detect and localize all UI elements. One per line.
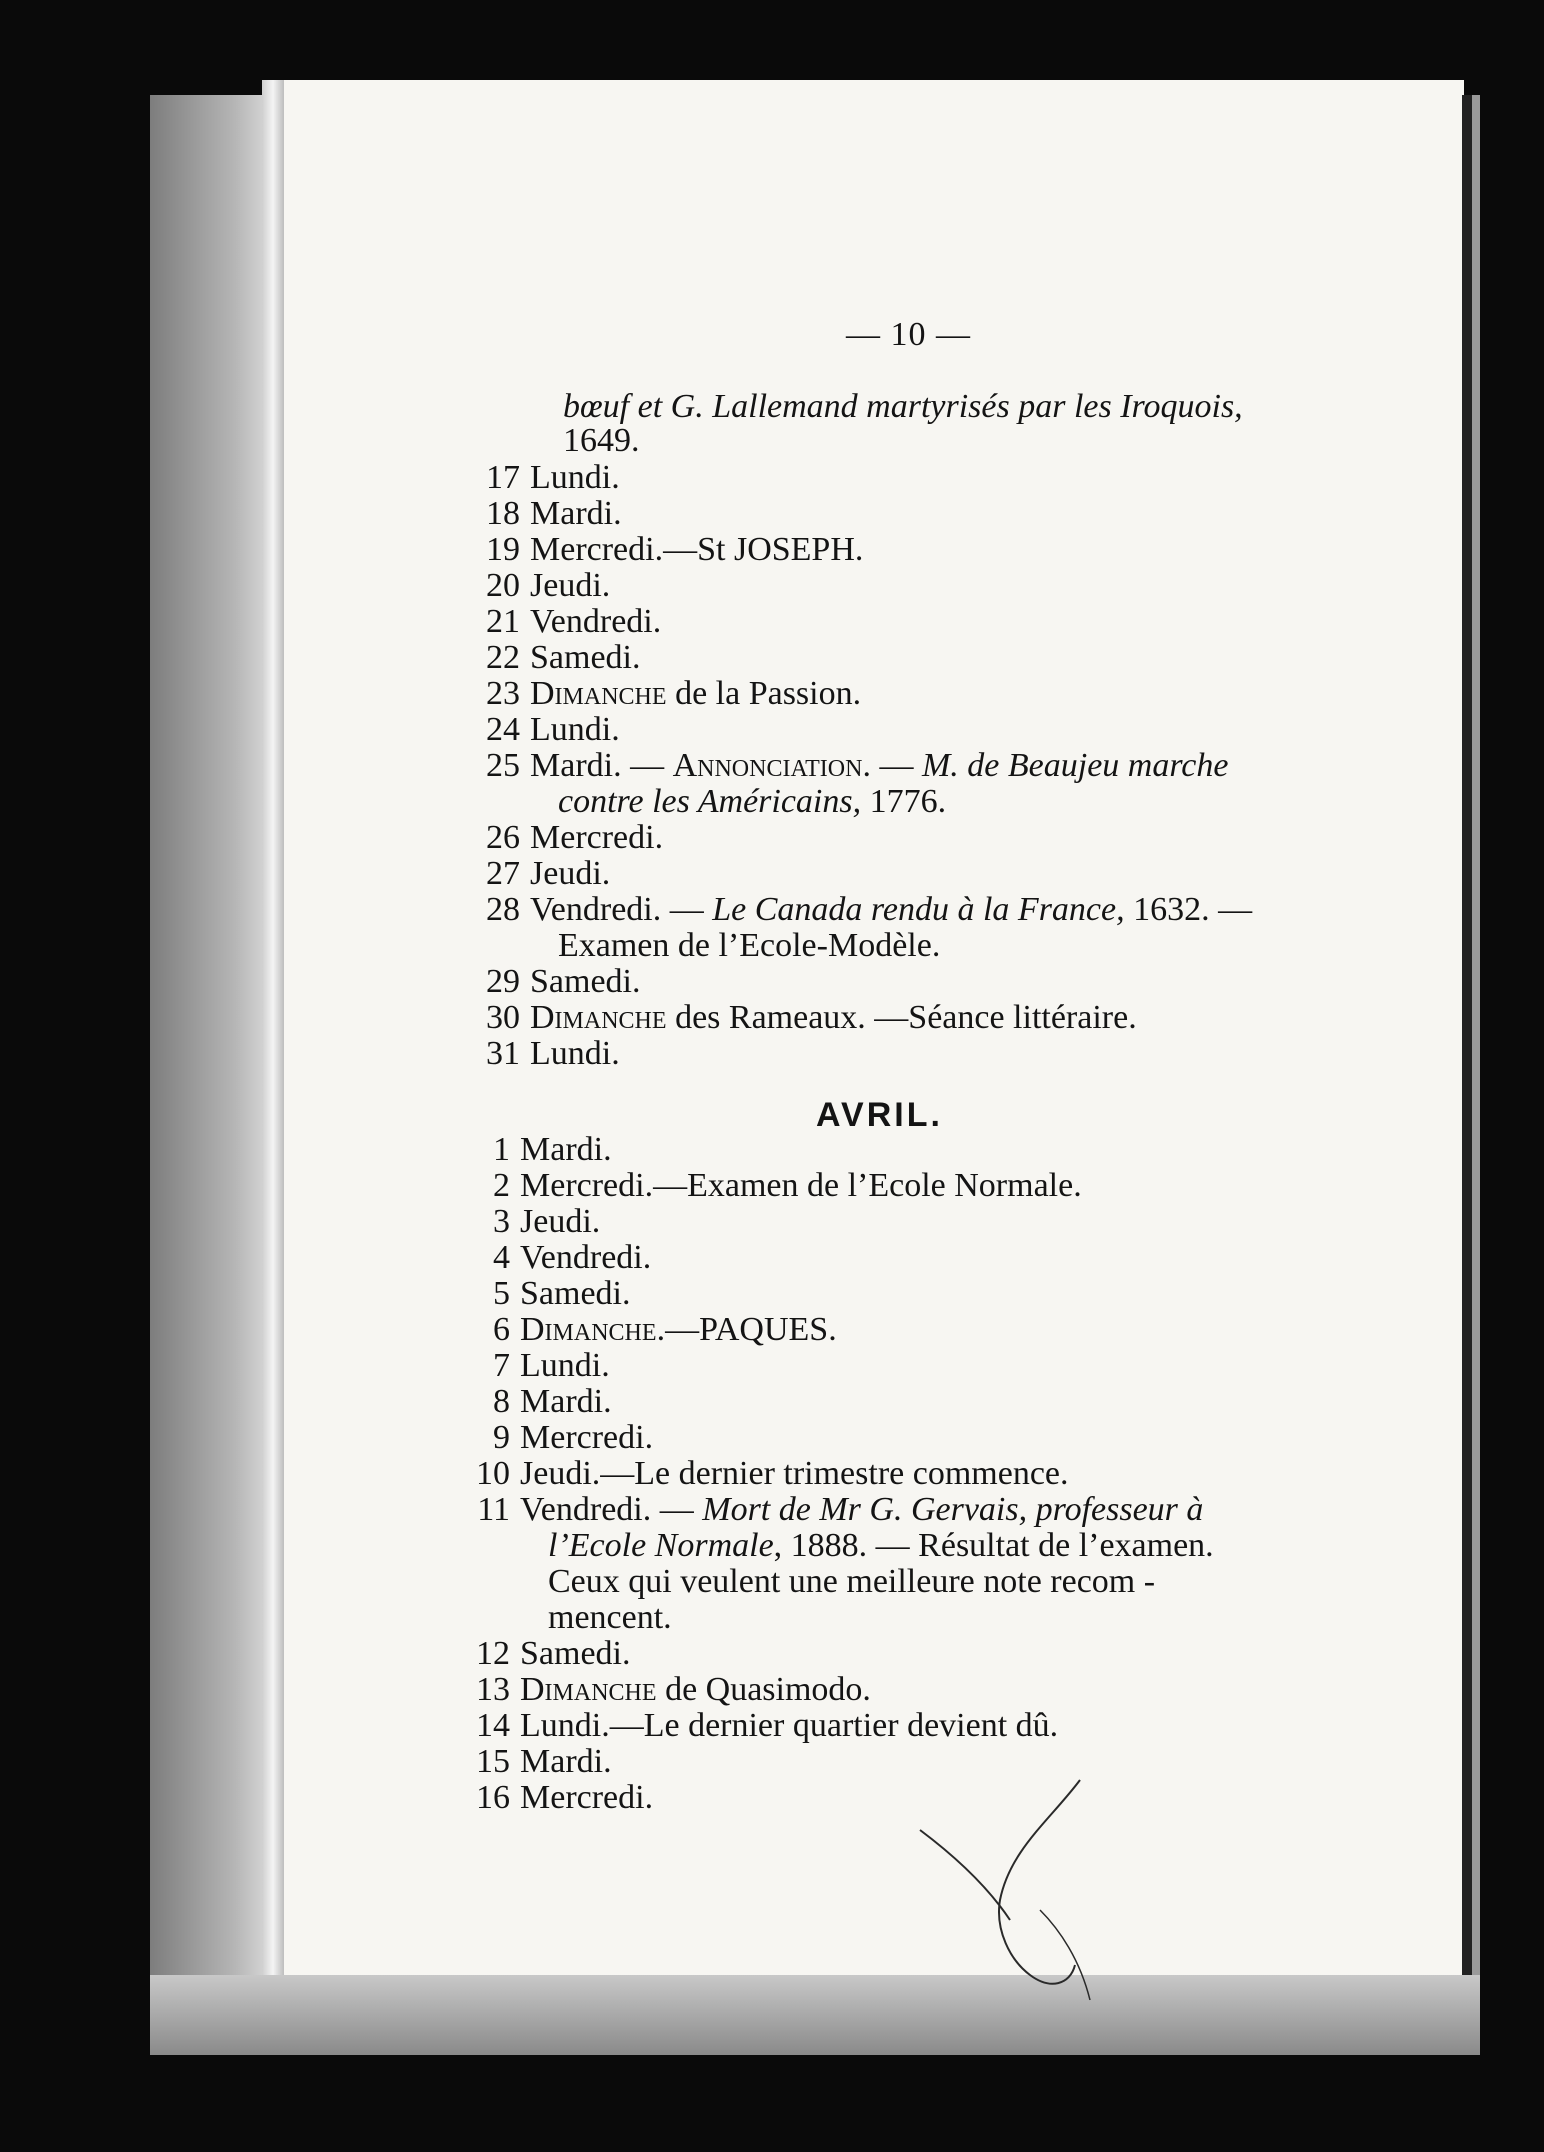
facing-page-edge [150, 95, 270, 2055]
day-name: Dimanche [530, 675, 667, 712]
day-number: 18 [486, 495, 520, 532]
day-number: 28 [486, 891, 520, 928]
continued-entry-line: mencent. [548, 1599, 672, 1636]
continued-entry-line: bœuf et G. Lallemand martyrisés par les Iroquois, [563, 388, 1243, 425]
feast-name: Annonciation. [672, 747, 871, 784]
day-number: 30 [486, 999, 520, 1036]
calendar-row [472, 1036, 620, 1072]
day-number: 19 [486, 531, 520, 568]
calendar-row [472, 748, 1228, 784]
day-name: Mardi. [530, 747, 622, 784]
day-name: Vendredi. [520, 1491, 652, 1528]
day-text: Jeudi. [530, 567, 611, 604]
day-number: 24 [486, 711, 520, 748]
day-text: Lundi. [530, 1035, 620, 1072]
historical-note: Mort de Mr G. Gervais, professeur à [702, 1491, 1204, 1528]
day-number: 20 [486, 567, 520, 604]
day-number: 26 [486, 819, 520, 856]
calendar-row [472, 856, 610, 892]
day-text: Samedi. [530, 963, 641, 1000]
calendar-row [472, 640, 640, 676]
continued-entry-year: 1649. [563, 422, 640, 459]
day-text: Samedi. [520, 1275, 631, 1312]
page-gutter [262, 80, 284, 1980]
calendar-row [472, 964, 640, 1000]
calendar-row [462, 1168, 1082, 1204]
day-text: de Quasimodo. [665, 1671, 871, 1708]
day-number: 12 [476, 1635, 510, 1672]
day-name: Dimanche [520, 1311, 657, 1348]
day-number: 31 [486, 1035, 520, 1072]
day-text: Lundi. [520, 1347, 610, 1384]
pen-scribble-mark [900, 1760, 1160, 2020]
day-text: .—PAQUES. [656, 1311, 837, 1348]
day-number: 11 [477, 1491, 510, 1528]
calendar-row [462, 1348, 610, 1384]
day-text: Samedi. [520, 1635, 631, 1672]
day-number: 1 [493, 1131, 510, 1168]
calendar-row [462, 1780, 653, 1816]
day-text: Lundi. [530, 711, 620, 748]
continued-entry-line: Examen de l’Ecole-Modèle. [558, 927, 941, 964]
day-text: de la Passion. [675, 675, 862, 712]
page-right-shadow [1472, 95, 1480, 2055]
day-number: 22 [486, 639, 520, 676]
day-number: 14 [476, 1707, 510, 1744]
day-number: 21 [486, 603, 520, 640]
day-number: 3 [493, 1203, 510, 1240]
day-text: Mardi. [520, 1743, 612, 1780]
day-text: des Rameaux. —Séance littéraire. [675, 999, 1137, 1036]
day-text: Mercredi. [530, 819, 664, 856]
day-number: 2 [493, 1167, 510, 1204]
day-text: —St JOSEPH. [663, 531, 864, 568]
day-name: Vendredi. [530, 891, 662, 928]
day-number: 6 [493, 1311, 510, 1348]
separator: — [651, 1491, 703, 1528]
day-text: Mercredi.—Examen de l’Ecole Normale. [520, 1167, 1082, 1204]
day-number: 23 [486, 675, 520, 712]
day-number: 4 [493, 1239, 510, 1276]
day-number: 17 [486, 459, 520, 496]
day-text: Lundi. [530, 459, 620, 496]
month-heading: AVRIL. [816, 1096, 943, 1134]
continued-entry-line [548, 1528, 1214, 1564]
historical-note: M. de Beaujeu marche [921, 747, 1229, 784]
calendar-row [462, 1420, 653, 1456]
day-number: 27 [486, 855, 520, 892]
historical-note: Le Canada rendu à la France, [712, 891, 1125, 928]
day-number: 29 [486, 963, 520, 1000]
day-text: Samedi. [530, 639, 641, 676]
calendar-row [472, 1000, 1137, 1036]
calendar-row [472, 820, 663, 856]
page-number: — 10 — [846, 316, 971, 353]
calendar-row [472, 460, 620, 496]
day-text: Mardi. [520, 1383, 612, 1420]
day-number: 25 [486, 747, 520, 784]
continued-entry-line [558, 784, 946, 820]
day-text: Mercredi. [520, 1419, 654, 1456]
day-name: Dimanche [530, 999, 667, 1036]
calendar-row [472, 712, 620, 748]
day-text: Mardi. [520, 1131, 612, 1168]
separator: — [870, 747, 922, 784]
calendar-row [462, 1708, 1058, 1744]
calendar-row [472, 496, 622, 532]
day-text: Lundi.—Le dernier quartier devient dû. [520, 1707, 1059, 1744]
day-number: 8 [493, 1383, 510, 1420]
page-right-edge [1462, 95, 1472, 2055]
calendar-row [472, 568, 610, 604]
calendar-row [462, 1636, 630, 1672]
calendar-row [462, 1384, 612, 1420]
calendar-row [462, 1240, 651, 1276]
day-number: 13 [476, 1671, 510, 1708]
day-name: Dimanche [520, 1671, 657, 1708]
day-number: 10 [476, 1455, 510, 1492]
day-text: Vendredi. [530, 603, 662, 640]
day-text: Vendredi. [520, 1239, 652, 1276]
continued-entry-line: Ceux qui veulent une meilleure note recom - [548, 1563, 1156, 1600]
separator: — [621, 747, 673, 784]
calendar-row [462, 1312, 837, 1348]
calendar-row [472, 676, 861, 712]
calendar-row [462, 1492, 1203, 1528]
day-number: 16 [476, 1779, 510, 1816]
separator: — [661, 891, 713, 928]
day-text: Jeudi. [520, 1203, 601, 1240]
day-text: Jeudi. [530, 855, 611, 892]
year: 1776. [861, 783, 947, 820]
calendar-row [472, 532, 863, 568]
calendar-row [462, 1744, 612, 1780]
calendar-row [462, 1672, 871, 1708]
day-number: 7 [493, 1347, 510, 1384]
historical-note: l’Ecole Normale [548, 1527, 774, 1564]
calendar-row [472, 892, 1252, 928]
day-number: 5 [493, 1275, 510, 1312]
day-name: Mercredi. [530, 531, 664, 568]
calendar-row [462, 1456, 1069, 1492]
day-text: Jeudi.—Le dernier trimestre commence. [520, 1455, 1069, 1492]
day-text: Mercredi. [520, 1779, 654, 1816]
day-number: 9 [493, 1419, 510, 1456]
calendar-row [462, 1276, 630, 1312]
calendar-row [462, 1132, 612, 1168]
entry-text: , 1888. — Résultat de l’examen. [773, 1527, 1214, 1564]
year: 1632. — [1124, 891, 1253, 928]
historical-note: contre les Américains, [558, 783, 862, 820]
day-number: 15 [476, 1743, 510, 1780]
calendar-row [462, 1204, 600, 1240]
page-bottom-shadow [150, 1975, 1480, 2055]
day-text: Mardi. [530, 495, 622, 532]
calendar-row [472, 604, 661, 640]
